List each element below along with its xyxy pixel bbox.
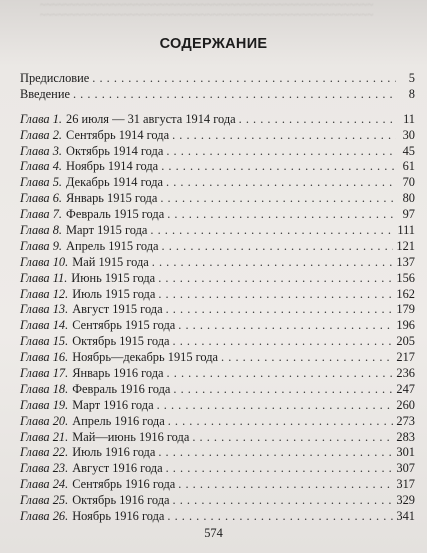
chapter-title: Сентябрь 1914 года <box>66 127 170 142</box>
toc-page-number: 111 <box>397 223 415 238</box>
toc-chapter-row <box>20 175 415 191</box>
chapter-label: Глава 2. <box>20 127 63 142</box>
chapter-label: Глава 25. <box>20 493 69 508</box>
dot-leader <box>173 334 394 350</box>
toc-page-number: 247 <box>396 381 415 396</box>
chapter-label: Глава 15. <box>20 334 69 349</box>
chapter-label: Глава 17. <box>20 366 69 381</box>
chapter-title: Ноябрь 1914 года <box>66 159 159 174</box>
toc-page-number: 205 <box>396 334 415 349</box>
dot-leader <box>73 87 396 103</box>
chapter-title: Февраль 1915 года <box>66 207 165 222</box>
dot-leader <box>161 159 396 175</box>
chapter-label: Глава 24. <box>20 477 69 492</box>
chapter-title: Сентябрь 1915 года <box>72 318 176 333</box>
toc-chapter-row <box>20 461 415 477</box>
dot-leader <box>166 302 394 318</box>
toc-page-number: 5 <box>408 71 415 85</box>
chapter-title: Апрель 1916 года <box>72 413 165 428</box>
dot-leader <box>167 366 394 382</box>
chapter-title: Май—июнь 1916 года <box>72 429 190 444</box>
dot-leader <box>178 477 393 493</box>
toc-chapter-row <box>20 382 415 398</box>
dot-leader <box>173 493 394 509</box>
chapter-title: Август 1915 года <box>72 302 163 317</box>
toc-spacer <box>20 103 415 112</box>
dot-leader <box>152 255 394 271</box>
dot-leader <box>162 239 394 255</box>
dot-leader <box>239 112 396 128</box>
toc-page-number: 30 <box>402 127 415 142</box>
toc-chapter-row <box>20 430 415 446</box>
toc-chapter-row <box>20 398 415 414</box>
dot-leader <box>168 414 394 430</box>
chapter-label: Глава 23. <box>20 461 69 476</box>
toc-chapter-row <box>20 366 415 382</box>
dot-leader <box>167 509 393 525</box>
toc-page-number: 217 <box>396 350 415 365</box>
toc-page-number: 329 <box>396 493 415 508</box>
page-number: 574 <box>204 526 223 540</box>
toc-page-number: 179 <box>396 302 415 317</box>
chapter-label: Глава 1. <box>20 111 63 126</box>
dot-leader <box>160 191 396 207</box>
chapter-label: Глава 19. <box>20 397 69 412</box>
chapter-title: Июль 1916 года <box>72 445 156 460</box>
toc-front-row <box>20 71 415 87</box>
toc-page-number: 236 <box>396 366 415 381</box>
section-title: Предисловие <box>20 71 90 85</box>
toc-chapter-row <box>20 477 415 493</box>
chapter-label: Глава 21. <box>20 429 69 444</box>
chapter-title: Январь 1915 года <box>66 191 158 206</box>
chapter-label: Глава 8. <box>20 223 63 238</box>
dot-leader <box>158 445 393 461</box>
toc-page-number: 301 <box>396 445 415 460</box>
chapter-title: Май 1915 года <box>72 254 149 269</box>
chapter-title: Октябрь 1916 года <box>72 493 170 508</box>
table-of-contents <box>20 71 415 525</box>
chapter-title: Сентябрь 1916 года <box>72 477 176 492</box>
chapter-title: Март 1916 года <box>72 397 154 412</box>
dot-leader <box>92 71 396 87</box>
toc-chapter-row <box>20 159 415 175</box>
toc-chapter-row <box>20 128 415 144</box>
chapter-label: Глава 9. <box>20 238 63 253</box>
chapter-title: 26 июля — 31 августа 1914 года <box>66 111 236 126</box>
dot-leader <box>192 430 393 446</box>
toc-chapter-row <box>20 350 415 366</box>
chapter-title: Октябрь 1915 года <box>72 334 170 349</box>
toc-chapter-row <box>20 509 415 525</box>
dot-leader <box>157 398 394 414</box>
chapter-title: Июнь 1915 года <box>71 270 156 285</box>
chapter-label: Глава 12. <box>20 286 69 301</box>
chapter-title: Февраль 1916 года <box>72 381 171 396</box>
chapter-label: Глава 14. <box>20 318 69 333</box>
toc-page-number: 137 <box>396 254 415 269</box>
chapter-title: Декабрь 1914 года <box>66 175 164 190</box>
toc-chapter-row <box>20 144 415 160</box>
toc-chapter-row <box>20 255 415 271</box>
toc-page-number: 341 <box>396 509 415 524</box>
toc-page-number: 317 <box>396 477 415 492</box>
chapter-label: Глава 16. <box>20 350 69 365</box>
toc-front-row <box>20 87 415 103</box>
chapter-title: Март 1915 года <box>66 223 148 238</box>
chapter-label: Глава 10. <box>20 254 69 269</box>
chapter-label: Глава 11. <box>20 270 68 285</box>
chapter-label: Глава 18. <box>20 381 69 396</box>
dot-leader <box>158 287 393 303</box>
chapter-label: Глава 4. <box>20 159 63 174</box>
toc-page-number: 45 <box>402 143 415 158</box>
toc-page-number: 196 <box>396 318 415 333</box>
toc-chapter-row <box>20 318 415 334</box>
toc-chapter-row <box>20 287 415 303</box>
chapter-label: Глава 13. <box>20 302 69 317</box>
chapter-label: Глава 3. <box>20 143 63 158</box>
chapter-title: Ноябрь—декабрь 1915 года <box>72 350 219 365</box>
toc-page-number: 11 <box>403 111 415 126</box>
chapter-title: Август 1916 года <box>72 461 163 476</box>
toc-page-number: 273 <box>396 413 415 428</box>
dot-leader <box>150 223 394 239</box>
toc-heading: СОДЕРЖАНИЕ <box>159 36 268 52</box>
chapter-label: Глава 22. <box>20 445 69 460</box>
toc-chapter-row <box>20 302 415 318</box>
show-through-text: ~~~~~~~~~~~~~~~~~~~~~~~~~~~~~~~~~~~~~~~~~~~~~~~~~~~~~~~~ ~~~~~~~~~~~~~~~~~~~~~~~~~~~~~~~~~~~~~~~~~~~~~~~~~~~~~~~~ <box>40 0 374 21</box>
toc-page-number: 307 <box>396 461 415 476</box>
toc-page-number: 80 <box>402 191 415 206</box>
dot-leader <box>166 144 396 160</box>
chapter-title: Апрель 1915 года <box>66 238 159 253</box>
toc-chapter-row <box>20 271 415 287</box>
toc-page-number: 156 <box>396 270 415 285</box>
toc-chapter-row <box>20 445 415 461</box>
toc-page-number: 97 <box>402 207 415 222</box>
chapter-title: Июль 1915 года <box>72 286 156 301</box>
chapter-title: Октябрь 1914 года <box>66 143 164 158</box>
toc-chapter-row <box>20 334 415 350</box>
chapter-label: Глава 20. <box>20 413 69 428</box>
chapter-title: Январь 1916 года <box>72 366 164 381</box>
dot-leader <box>172 128 396 144</box>
dot-leader <box>221 350 393 366</box>
toc-chapter-row <box>20 112 415 128</box>
toc-page-number: 260 <box>396 397 415 412</box>
toc-page-number: 283 <box>396 429 415 444</box>
chapter-label: Глава 6. <box>20 191 63 206</box>
chapter-label: Глава 7. <box>20 207 63 222</box>
section-title: Введение <box>20 86 70 101</box>
toc-page-number: 70 <box>402 175 415 190</box>
chapter-title: Ноябрь 1916 года <box>72 509 165 524</box>
chapter-label: Глава 26. <box>20 509 69 524</box>
toc-chapter-row <box>20 207 415 223</box>
toc-chapter-row <box>20 414 415 430</box>
toc-page-number: 121 <box>396 238 415 253</box>
dot-leader <box>173 382 393 398</box>
toc-page-number: 8 <box>408 86 415 101</box>
toc-chapter-row <box>20 191 415 207</box>
dot-leader <box>166 175 396 191</box>
dot-leader <box>158 271 393 287</box>
toc-page-number: 162 <box>396 286 415 301</box>
dot-leader <box>178 318 393 334</box>
chapter-label: Глава 5. <box>20 175 63 190</box>
dot-leader <box>166 461 394 477</box>
toc-page-number: 61 <box>402 159 415 174</box>
dot-leader <box>167 207 396 223</box>
toc-chapter-row <box>20 223 415 239</box>
toc-chapter-row <box>20 239 415 255</box>
toc-chapter-row <box>20 493 415 509</box>
